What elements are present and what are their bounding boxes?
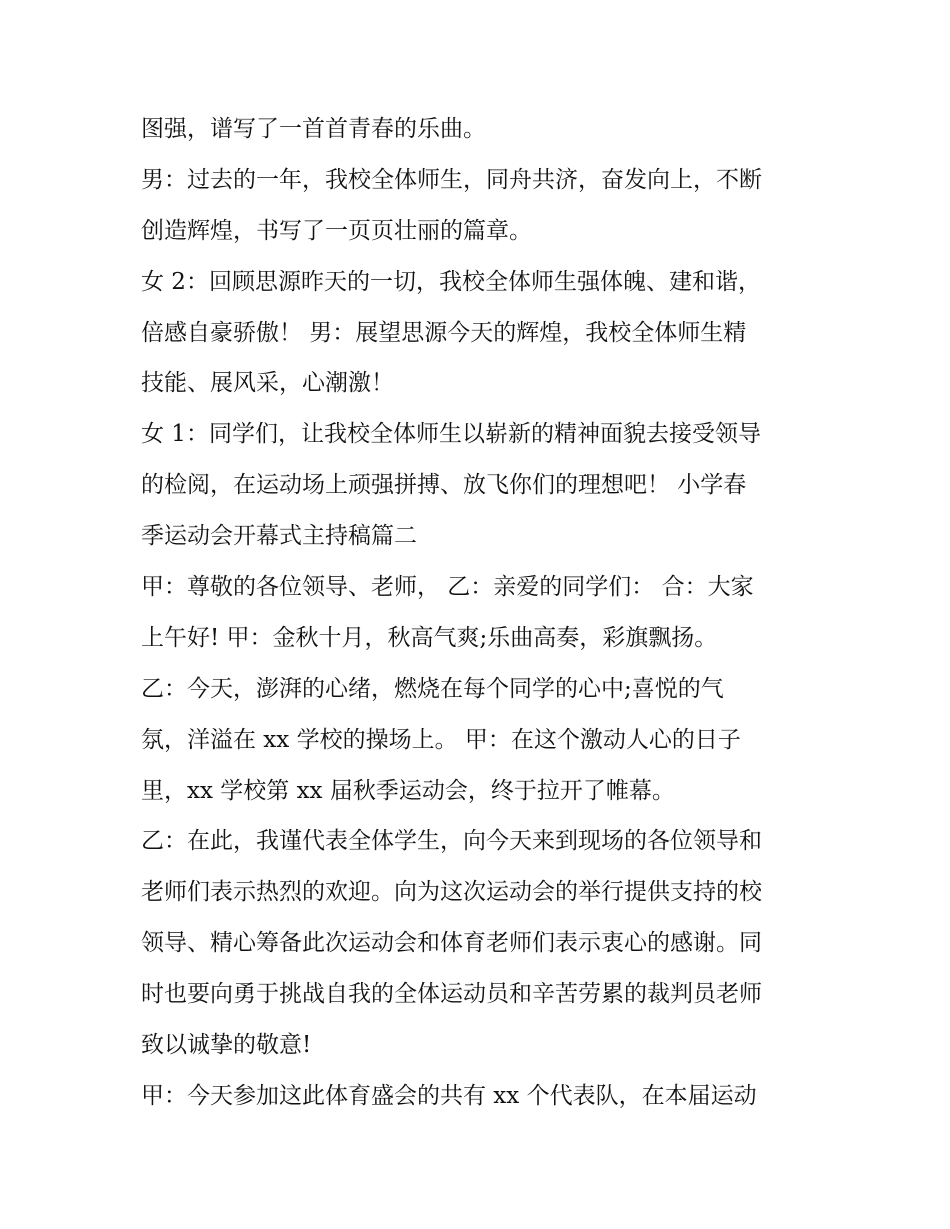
text-line: 里，xx 学校第 xx 届秋季运动会，终于拉开了帷幕。 xyxy=(141,777,675,804)
text-line: 上午好! 甲：金秋十月，秋高气爽;乐曲高奏，彩旗飘扬。 xyxy=(141,624,718,651)
text-line: 甲：尊敬的各位领导、老师， 乙：亲爱的同学们： 合：大家 xyxy=(141,574,754,601)
text-line: 男：过去的一年，我校全体师生，同舟共济，奋发向上，不断 xyxy=(141,166,762,193)
text-line: 女 1：同学们，让我校全体师生以崭新的精神面貌去接受领导 xyxy=(141,421,761,448)
text-line: 女 2：回顾思源昨天的一切，我校全体师生强体魄、建和谐， xyxy=(141,268,761,295)
text-line: 创造辉煌，书写了一页页壮丽的篇章。 xyxy=(141,217,532,244)
text-line: 图强，谱写了一首首青春的乐曲。 xyxy=(141,116,486,142)
text-line: 乙：在此，我谨代表全体学生，向今天来到现场的各位领导和 xyxy=(141,828,762,855)
text-line: 技能、展风采，心潮激！ xyxy=(141,370,394,397)
text-line: 致以诚挚的敬意! xyxy=(141,1032,312,1059)
text-line: 氛，洋溢在 xx 学校的操场上。 甲：在这个激动人心的日子 xyxy=(141,726,741,753)
text-line: 领导、精心筹备此次运动会和体育老师们表示衷心的感谢。同 xyxy=(141,930,762,957)
text-line: 时也要向勇于挑战自我的全体运动员和辛苦劳累的裁判员老师 xyxy=(141,981,762,1008)
text-line: 老师们表示热烈的欢迎。向为这次运动会的举行提供支持的校 xyxy=(141,879,762,906)
body-text xyxy=(141,104,821,1122)
text-line: 的检阅，在运动场上顽强拼搏、放飞你们的理想吧！ 小学春 xyxy=(141,472,747,499)
text-line: 季运动会开幕式主持稿篇二 xyxy=(141,523,417,550)
text-line: 乙：今天，澎湃的心绪，燃烧在每个同学的心中;喜悦的气 xyxy=(141,675,724,702)
text-line: 甲：今天参加这此体育盛会的共有 xx 个代表队，在本届运动 xyxy=(141,1082,757,1109)
text-line: 倍感自豪骄傲！ 男：展望思源今天的辉煌，我校全体师生精 xyxy=(141,319,747,346)
